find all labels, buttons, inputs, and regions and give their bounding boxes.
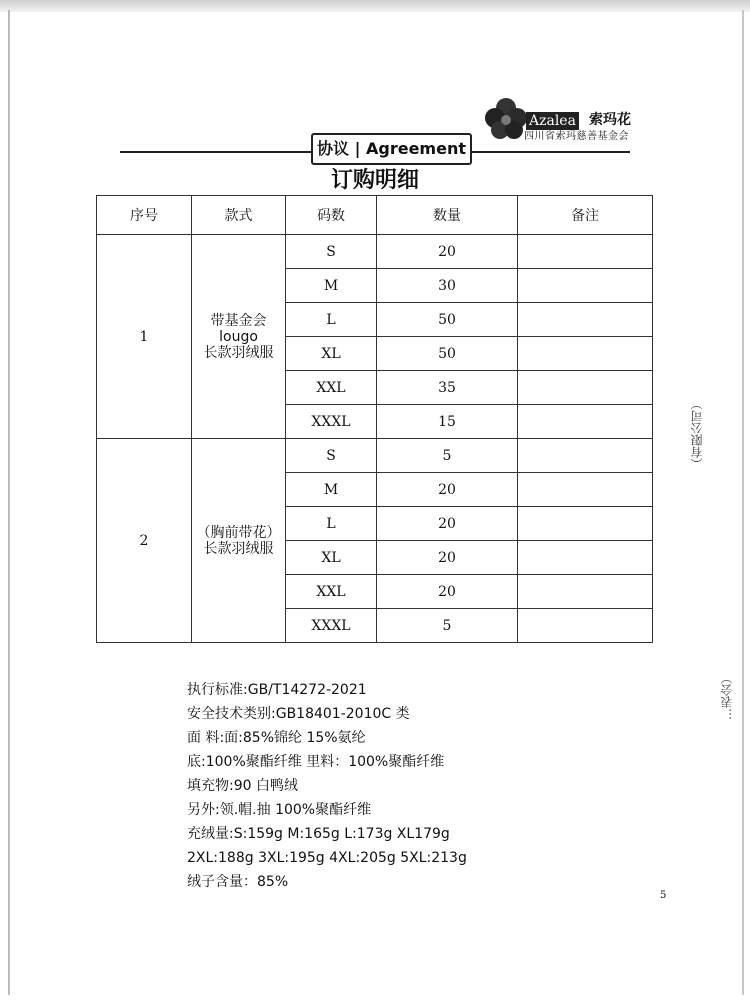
spec-line: 2XL:188g 3XL:195g 4XL:205g 5XL:213g bbox=[187, 850, 467, 866]
col-header-style: 款式 bbox=[192, 196, 286, 235]
table-row bbox=[97, 439, 653, 473]
spec-line: 另外:领.帽.抽 100%聚酯纤维 bbox=[187, 802, 372, 818]
item-number: 2 bbox=[97, 439, 192, 643]
qty-cell: 20 bbox=[377, 575, 518, 609]
note-cell bbox=[518, 235, 653, 269]
qty-cell: 20 bbox=[377, 473, 518, 507]
seal-stamp-fragment: …表会） bbox=[720, 672, 734, 720]
logo-chinese-name: 索玛花 bbox=[589, 112, 631, 128]
col-header-qty: 数量 bbox=[377, 196, 518, 235]
note-cell bbox=[518, 609, 653, 643]
note-cell bbox=[518, 473, 653, 507]
item-style bbox=[192, 235, 286, 439]
spec-line: 执行标准:GB/T14272-2021 bbox=[187, 682, 367, 698]
size-cell: XL bbox=[286, 541, 377, 575]
qty-cell: 50 bbox=[377, 303, 518, 337]
qty-cell: 5 bbox=[377, 439, 518, 473]
size-cell: M bbox=[286, 473, 377, 507]
spec-line: 绒子含量：85% bbox=[187, 874, 289, 890]
spec-line: 底:100%聚酯纤维 里料：100%聚酯纤维 bbox=[187, 754, 445, 770]
size-cell: XXXL bbox=[286, 609, 377, 643]
scan-border-right bbox=[742, 10, 744, 995]
qty-cell: 15 bbox=[377, 405, 518, 439]
azalea-flower-logo-icon bbox=[484, 96, 528, 142]
col-header-note: 备注 bbox=[518, 196, 653, 235]
qty-cell: 50 bbox=[377, 337, 518, 371]
col-header-no: 序号 bbox=[97, 196, 192, 235]
qty-cell: 35 bbox=[377, 371, 518, 405]
note-cell bbox=[518, 269, 653, 303]
table-row bbox=[97, 235, 653, 269]
order-detail-table bbox=[96, 195, 653, 643]
header-rule-left bbox=[120, 151, 315, 153]
note-cell bbox=[518, 575, 653, 609]
size-cell: XL bbox=[286, 337, 377, 371]
qty-cell: 20 bbox=[377, 235, 518, 269]
item-style-line: 带基金会 lougo bbox=[210, 312, 267, 345]
seal-stamp-fragment: （有限公司） bbox=[690, 398, 704, 470]
agreement-header: 协议 | Agreement bbox=[311, 133, 472, 165]
page-title: 订购明细 bbox=[330, 168, 419, 193]
note-cell bbox=[518, 337, 653, 371]
item-number: 1 bbox=[97, 235, 192, 439]
qty-cell: 20 bbox=[377, 507, 518, 541]
qty-cell: 5 bbox=[377, 609, 518, 643]
scan-border-left bbox=[8, 10, 10, 995]
product-specifications bbox=[187, 678, 467, 894]
scan-border-top bbox=[0, 0, 750, 12]
item-style bbox=[192, 439, 286, 643]
size-cell: XXXL bbox=[286, 405, 377, 439]
note-cell bbox=[518, 507, 653, 541]
size-cell: S bbox=[286, 439, 377, 473]
qty-cell: 20 bbox=[377, 541, 518, 575]
size-cell: S bbox=[286, 235, 377, 269]
note-cell bbox=[518, 541, 653, 575]
item-style-line: 长款羽绒服 bbox=[203, 540, 274, 557]
spec-line: 填充物:90 白鸭绒 bbox=[187, 778, 298, 794]
note-cell bbox=[518, 405, 653, 439]
page-number: 5 bbox=[660, 890, 667, 901]
note-cell bbox=[518, 439, 653, 473]
spec-line: 面 料:面:85%锦纶 15%氨纶 bbox=[187, 730, 366, 746]
size-cell: XXL bbox=[286, 575, 377, 609]
logo-foundation-name: 四川省索玛慈善基金会 bbox=[524, 131, 629, 142]
size-cell: L bbox=[286, 507, 377, 541]
spec-line: 安全技术类别:GB18401-2010C 类 bbox=[187, 706, 410, 722]
size-cell: L bbox=[286, 303, 377, 337]
note-cell bbox=[518, 371, 653, 405]
col-header-size: 码数 bbox=[286, 196, 377, 235]
item-style-line: （胸前带花） bbox=[196, 524, 281, 541]
qty-cell: 30 bbox=[377, 269, 518, 303]
header-rule-right bbox=[464, 151, 630, 153]
item-style-line: 长款羽绒服 bbox=[203, 344, 274, 361]
size-cell: M bbox=[286, 269, 377, 303]
note-cell bbox=[518, 303, 653, 337]
table-header-row bbox=[97, 196, 653, 235]
logo-english-name: Azalea bbox=[526, 112, 579, 130]
size-cell: XXL bbox=[286, 371, 377, 405]
spec-line: 充绒量:S:159g M:165g L:173g XL179g bbox=[187, 826, 450, 842]
